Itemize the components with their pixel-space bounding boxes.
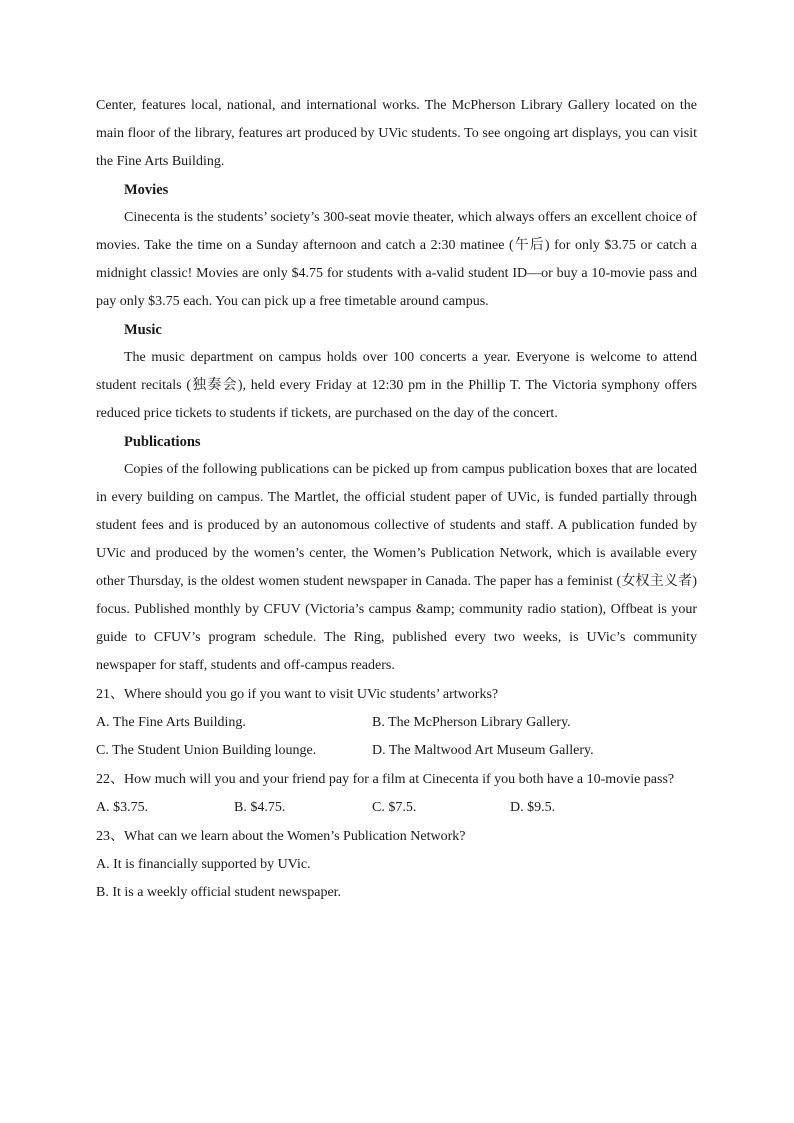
option-a: A. The Fine Arts Building. [96,715,246,730]
option-d: D. The Maltwood Art Museum Gallery. [372,743,594,758]
question-stem: 21、Where should you go if you want to visit UVic students’ artworks? [96,687,499,702]
option-c: C. $7.5. [372,800,417,815]
question-21 [96,681,697,765]
option-a: A. It is financially supported by UVic. [96,857,311,872]
option-b: B. It is a weekly official student newspaper. [96,885,342,900]
options-row [96,737,697,765]
section-body-movies: Cinecenta is the students’ society’s 300-seat movie theater, which always offers an excellent choice of movies. Take the time on a Sunday afternoon and catch a 2:30 matinee (午后) for only $3.75 or catch a midnight classic! Movies are only $4.75 for students with a-valid student ID—or buy a 10-movie pass and pay only $3.75 each. You can pick up a free timetable around campus. [96,210,697,309]
section-heading-publications: Publications [124,434,201,450]
document-page [96,92,697,907]
question-22 [96,766,697,822]
option-c: C. The Student Union Building lounge. [96,743,317,758]
section-heading-movies: Movies [124,182,169,198]
question-stem: 22、How much will you and your friend pay for a film at Cinecenta if you both have a 10-movie pass? [96,772,675,787]
options-row [96,794,697,822]
intro-paragraph: Center, features local, national, and international works. The McPherson Library Gallery located on the main floor of the library, features art produced by UVic students. To see ongoing art displays, you can visit the Fine Arts Building. [96,98,697,169]
section-body-publications: Copies of the following publications can be picked up from campus publication boxes that are located in every building on campus. The Martlet, the official student paper of UVic, is funded partially through student fees and is produced by an autonomous collective of students and staff. A publication funded by UVic and produced by the women’s center, the Women’s Publication Network, which is available every other Thursday, is the oldest women student newspaper in Canada. The paper has a feminist (女权主义者) focus. Published monthly by CFUV (Victoria’s campus &amp; community radio station), Offbeat is your guide to CFUV’s program schedule. The Ring, published every two weeks, is UVic’s community newspaper for staff, students and off-campus readers. [96,462,697,673]
option-b: B. The McPherson Library Gallery. [372,715,571,730]
section-body-music: The music department on campus holds over 100 concerts a year. Everyone is welcome to attend student recitals (独奏会), held every Friday at 12:30 pm in the Phillip T. The Victoria symphony offers reduced price tickets to students if tickets, are purchased on the day of the concert. [96,350,697,421]
question-stem: 23、What can we learn about the Women’s Publication Network? [96,829,466,844]
option-b: B. $4.75. [234,800,286,815]
option-a: A. $3.75. [96,800,149,815]
option-d: D. $9.5. [510,800,556,815]
question-23 [96,823,697,907]
section-heading-music: Music [124,322,162,338]
options-row [96,709,697,737]
